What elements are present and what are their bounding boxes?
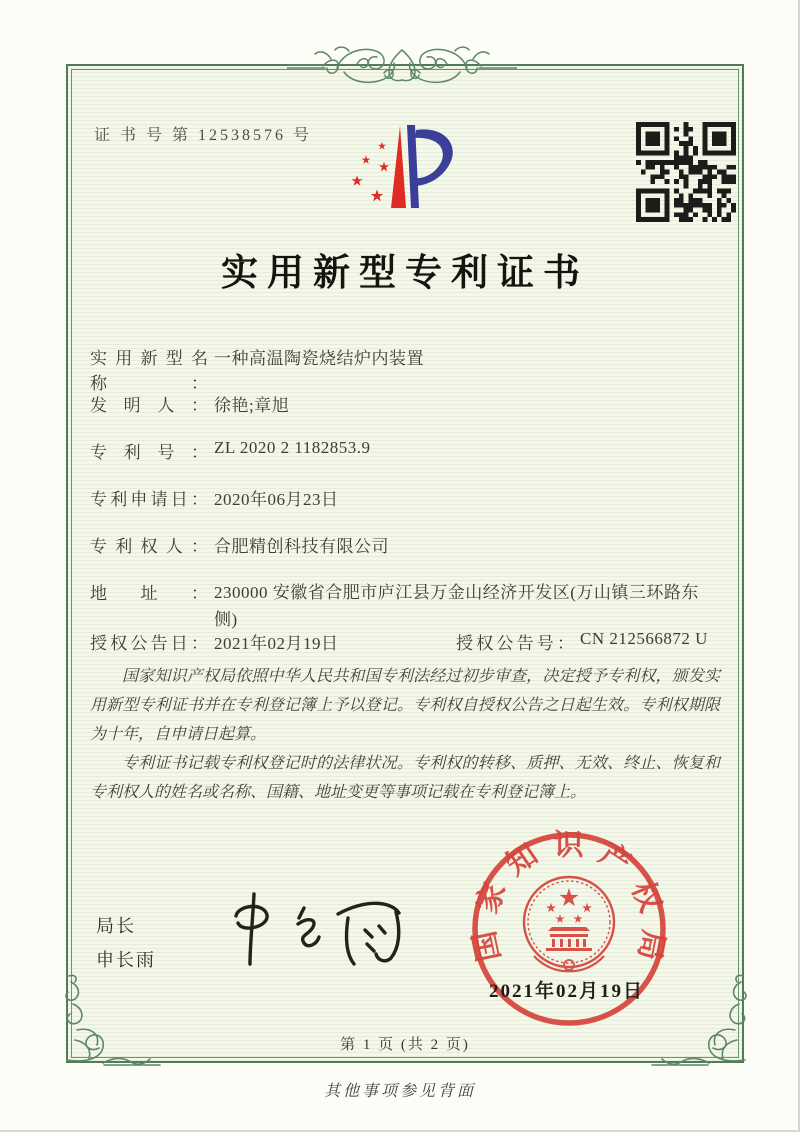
field-grant-no: [456, 629, 708, 654]
field-grant-date: [90, 629, 424, 654]
legal-paragraph-1: 国家知识产权局依照中华人民共和国专利法经过初步审查，决定授予专利权，颁发实用新型专利证书并在专利登记簿上予以登记。专利权自授权公告之日起生效。专利权期限为十年，自申请日起算。: [90, 668, 720, 743]
field-grant-date-label: 授权公告日：: [90, 634, 208, 653]
commissioner-signature: [220, 882, 425, 980]
field-patent-no: [90, 438, 722, 463]
seal-text: 国家知识产权局: [468, 828, 671, 965]
legal-paragraph-2: 专利证书记载专利权登记时的法律状况。专利权的转移、质押、无效、终止、恢复和专利权人的姓名或名称、国籍、地址变更等事项记载在专利登记簿上。: [90, 755, 720, 801]
qr-code: [636, 122, 736, 222]
certificate-title: 实用新型专利证书: [221, 253, 589, 294]
field-address-value: 230000 安徽省合肥市庐江县万金山经济开发区(万山镇三环路东侧): [214, 583, 699, 629]
field-patent-no-label: 专利号：: [90, 443, 208, 462]
commissioner-name: 申长雨: [96, 950, 156, 970]
bottom-left-flourish: [56, 974, 162, 1076]
field-grant-no-label: 授权公告号：: [456, 634, 574, 653]
field-patentee-label: 专利权人：: [90, 537, 208, 556]
certificate-number: 证 书 号 第 12538576 号: [94, 127, 313, 144]
seal-date: 2021年02月19日: [489, 981, 645, 1002]
legal-text: [90, 662, 720, 807]
commissioner-title: 局长: [96, 916, 136, 936]
field-filing-date-value: 2020年06月23日: [214, 490, 339, 509]
field-filing-date-label: 专利申请日：: [90, 490, 208, 509]
field-inventor-value: 徐艳;章旭: [214, 396, 290, 415]
field-address-label: 地址：: [90, 584, 208, 603]
cnipa-logo-icon: [350, 114, 466, 216]
page-number: 第 1 页 (共 2 页): [340, 1037, 470, 1053]
field-grant-date-value: 2021年02月19日: [214, 634, 339, 653]
field-filing-date: [90, 485, 722, 510]
field-patentee: [90, 532, 722, 557]
field-name-value: 一种高温陶瓷烧结炉内装置: [214, 349, 424, 368]
field-grant-row: [90, 629, 722, 654]
top-ornament: [287, 38, 517, 96]
field-patentee-value: 合肥精创科技有限公司: [214, 537, 389, 556]
field-inventor-label: 发明人：: [90, 396, 208, 415]
field-patent-no-value: ZL 2020 2 1182853.9: [214, 438, 371, 457]
field-inventor: [90, 391, 722, 416]
field-address: [90, 579, 722, 633]
back-side-note: 其他事项参见背面: [323, 1083, 476, 1100]
field-name: [90, 344, 722, 394]
field-grant-no-value: CN 212566872 U: [580, 629, 708, 648]
field-name-label: 实用新型名称：: [90, 349, 208, 393]
